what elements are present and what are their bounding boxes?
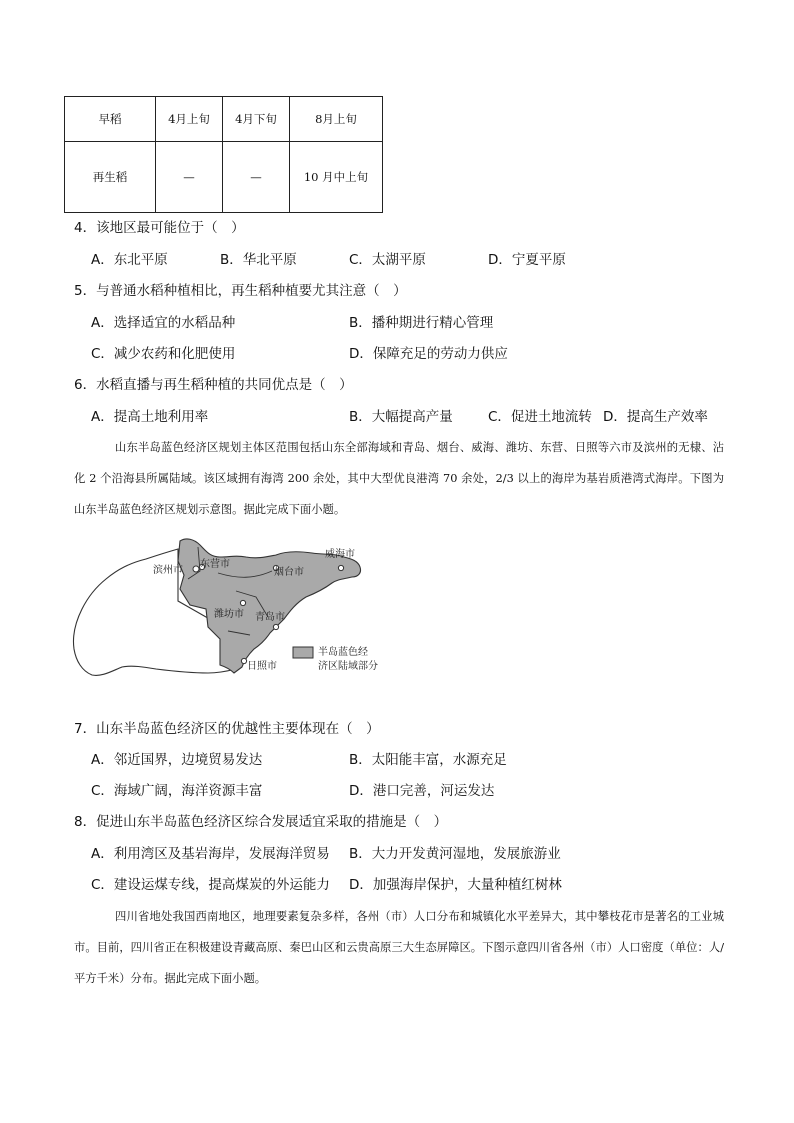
city-marker (193, 566, 199, 572)
city-label-rizhao: 日照市 (247, 661, 277, 672)
city-marker (273, 624, 278, 629)
q8-option-a[interactable]: A．利用湾区及基岩海岸，发展海洋贸易 (91, 846, 330, 862)
q7-option-d[interactable]: D．港口完善，河运发达 (349, 783, 495, 799)
table-cell: 再生稻 (65, 142, 156, 213)
q7-option-b[interactable]: B．太阳能丰富，水源充足 (349, 752, 507, 768)
passage-shandong: 山东半岛蓝色经济区规划主体区范围包括山东全部海域和青岛、烟台、威海、潍坊、东营、日照等六市及滨州的无棣、沾化 2 个沿海县所属陆域。该区域拥有海湾 200 余处，其中大型优良港湾 70 余处，2/3 以上的海岸为基岩质港湾式海岸。下图为山东半岛蓝色经济区规划示意图。据此完成下面小题。 (74, 441, 724, 516)
q6-option-b[interactable]: B．大幅提高产量 (349, 409, 453, 425)
q6-option-a[interactable]: A．提高土地利用率 (91, 409, 209, 425)
q5-option-d[interactable]: D．保障充足的劳动力供应 (349, 346, 508, 362)
table-cell: 10 月中上旬 (290, 142, 383, 213)
q4-option-d[interactable]: D．宁夏平原 (488, 252, 566, 268)
table-cell: 早稻 (65, 97, 156, 142)
legend-label-line2: 济区陆域部分 (318, 661, 378, 672)
question-5-stem: 5．与普通水稻种植相比，再生稻种植要尤其注意（ ） (74, 283, 407, 299)
legend-label-line1: 半岛蓝色经 (318, 647, 368, 658)
planting-time-table (64, 96, 383, 213)
city-label-dongying: 东营市 (200, 559, 230, 570)
q7-option-c[interactable]: C．海域广阔，海洋资源丰富 (91, 783, 263, 799)
passage-sichuan: 四川省地处我国西南地区，地理要素复杂多样，各州（市）人口分布和城镇化水平差异大，其中攀枝花市是著名的工业城市。目前，四川省正在积极建设青藏高原、秦巴山区和云贵高原三大生态屏障区。下图示意四川省各州（市）人口密度（单位：人/平方千米）分布。据此完成下面小题。 (74, 910, 724, 985)
question-6-stem: 6．水稻直播与再生稻种植的共同优点是（ ） (74, 377, 353, 393)
city-marker (240, 600, 245, 605)
table-cell: 8月上旬 (290, 97, 383, 142)
city-marker (241, 658, 246, 663)
q8-option-d[interactable]: D．加强海岸保护，大量种植红树林 (349, 877, 562, 893)
question-4-stem: 4．该地区最可能位于（ ） (74, 220, 245, 236)
q8-option-c[interactable]: C．建设运煤专线，提高煤炭的外运能力 (91, 877, 330, 893)
city-label-weihai: 威海市 (325, 549, 355, 560)
q8-option-b[interactable]: B．大力开发黄河湿地，发展旅游业 (349, 846, 561, 862)
q5-option-b[interactable]: B．播种期进行精心管理 (349, 315, 494, 331)
question-8-stem: 8．促进山东半岛蓝色经济区综合发展适宜采取的措施是（ ） (74, 814, 448, 830)
table-cell: — (223, 142, 290, 213)
q5-option-a[interactable]: A．选择适宜的水稻品种 (91, 315, 236, 331)
q6-option-c[interactable]: C．促进土地流转 (488, 409, 592, 425)
city-label-binzhou: 滨州市 (153, 565, 183, 576)
question-7-stem: 7．山东半岛蓝色经济区的优越性主要体现在（ ） (74, 721, 380, 737)
table-cell: 4月上旬 (156, 97, 223, 142)
q5-option-c[interactable]: C．减少农药和化肥使用 (91, 346, 236, 362)
q4-option-a[interactable]: A．东北平原 (91, 252, 168, 268)
q6-option-d[interactable]: D．提高生产效率 (603, 409, 708, 425)
q4-option-b[interactable]: B．华北平原 (220, 252, 297, 268)
q7-option-a[interactable]: A．邻近国界，边境贸易发达 (91, 752, 263, 768)
city-label-weifang: 潍坊市 (214, 609, 244, 620)
table-cell: 4月下旬 (223, 97, 290, 142)
legend-swatch (293, 647, 313, 658)
city-label-qingdao: 青岛市 (255, 612, 285, 623)
city-marker (338, 565, 343, 570)
q4-option-c[interactable]: C．太湖平原 (349, 252, 426, 268)
shandong-blue-economic-zone-map (68, 535, 408, 695)
table-cell: — (156, 142, 223, 213)
city-label-yantai: 烟台市 (274, 567, 304, 578)
